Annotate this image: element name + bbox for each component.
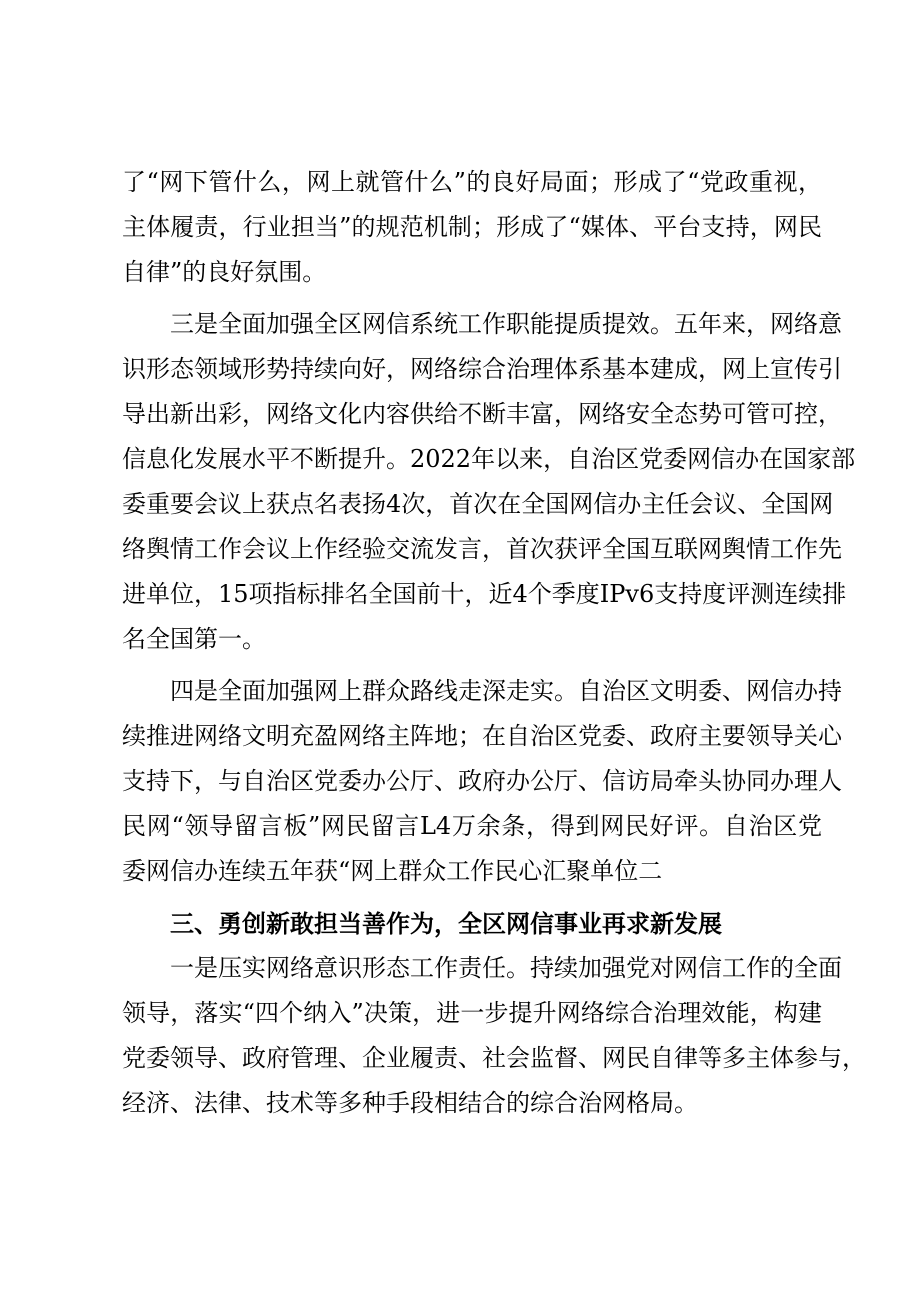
text-line: 名全国第一。 <box>122 625 266 653</box>
text-line: 经济、法律、技术等多种手段相结合的综合治网格局。 <box>122 1089 698 1117</box>
text-line: 委重要会议上获点名表扬4次，首次在全国网信办主任会议、全国网 <box>122 490 834 518</box>
paragraph-fourth-point <box>122 669 842 894</box>
text-line: 进单位，15项指标排名全国前十，近4个季度IPv6支持度评测连续排 <box>122 580 847 608</box>
text-line: 民网“领导留言板”网民留言L4万余条，得到网民好评。自治区党 <box>122 812 822 840</box>
text-line: 一是压实网络意识形态工作责任。持续加强党对网信工作的全面 <box>170 954 842 982</box>
section-heading <box>122 901 822 946</box>
text-line: 党委领导、政府管理、企业履责、社会监督、网民自律等多主体参与， <box>122 1044 866 1072</box>
heading-text: 三、勇创新敢担当善作为，全区网信事业再求新发展 <box>170 909 722 938</box>
text-line: 识形态领域形势持续向好，网络综合治理体系基本建成，网上宣传引 <box>122 355 842 383</box>
text-line: 主体履责，行业担当”的规范机制；形成了“媒体、平台支持，网民 <box>122 213 822 241</box>
text-line: 导出新出彩，网络文化内容供给不断丰富，网络安全态势可管可控， <box>122 400 842 428</box>
paragraph-first-point <box>122 946 866 1126</box>
paragraph-continuation <box>122 160 822 295</box>
text-line: 续推进网络文明充盈网络主阵地；在自治区党委、政府主要领导关心 <box>122 722 842 750</box>
text-line: 四是全面加强网上群众路线走深走实。自治区文明委、网信办持 <box>170 677 842 705</box>
text-line: 三是全面加强全区网信系统工作职能提质提效。五年来，网络意 <box>170 310 842 338</box>
text-line: 支持下，与自治区党委办公厅、政府办公厅、信访局牵头协同办理人 <box>122 767 842 795</box>
text-line: 自律”的良好氛围。 <box>122 258 327 286</box>
text-line: 领导，落实“四个纳入”决策，进一步提升网络综合治理效能，构建 <box>122 999 822 1027</box>
document-body <box>122 160 866 1126</box>
text-line: 委网信办连续五年获“网上群众工作民心汇聚单位二 <box>122 857 663 885</box>
paragraph-third-point <box>122 302 856 662</box>
text-line: 信息化发展水平不断提升。2022年以来，自治区党委网信办在国家部 <box>122 445 856 473</box>
text-line: 络舆情工作会议上作经验交流发言，首次获评全国互联网舆情工作先 <box>122 535 842 563</box>
text-line: 了“网下管什么，网上就管什么”的良好局面；形成了“党政重视， <box>122 168 822 196</box>
